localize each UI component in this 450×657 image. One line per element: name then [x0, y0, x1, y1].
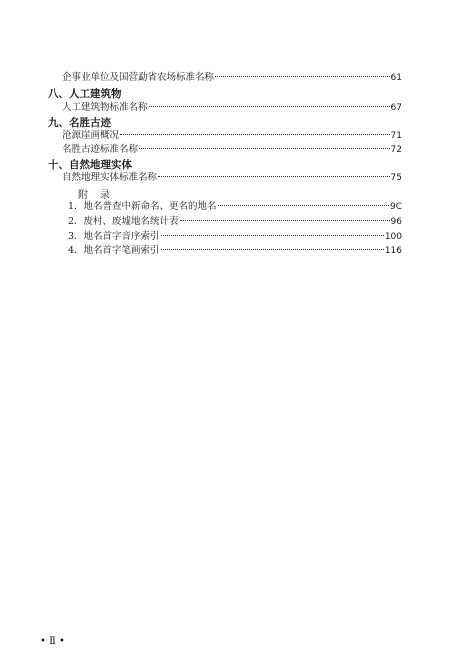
toc-entry-page: 96 — [390, 217, 402, 227]
toc-entry — [62, 102, 402, 114]
leader-dots — [149, 106, 390, 107]
toc-entry-page: 72 — [390, 145, 402, 155]
toc-entry-page: 100 — [384, 232, 402, 242]
toc-entry — [68, 231, 402, 243]
toc-entry — [62, 172, 402, 184]
leader-dots — [215, 76, 390, 77]
leader-dots — [120, 134, 390, 135]
toc-entry — [62, 72, 402, 84]
leader-dots — [161, 249, 384, 250]
toc-entry-label: 企事业单位及国营勐省农场标准名称 — [62, 72, 215, 83]
toc-entry — [68, 201, 402, 213]
toc-entry-label: 沧源崖画概况 — [62, 130, 120, 141]
toc-entry-label: 1．地名普查中新命名、更名的地名 — [68, 201, 217, 212]
toc-entry-label: 名胜古迹标准名称 — [62, 144, 139, 155]
toc-entry-page: 116 — [384, 246, 402, 256]
toc-entry-label: 3．地名首字音序索引 — [68, 231, 160, 242]
leader-dots — [158, 176, 390, 177]
toc-entry-page: 75 — [390, 173, 402, 183]
toc-entry-label: 4．地名首字笔画索引 — [68, 245, 160, 256]
leader-dots — [180, 220, 390, 221]
toc-entry-label: 自然地理实体标准名称 — [62, 172, 158, 183]
toc-entry — [62, 130, 402, 142]
toc-entry — [68, 216, 402, 228]
section-heading: 八、人工建筑物 — [48, 88, 122, 100]
toc-entry-label: 2．废村、废墟地名统计表 — [68, 216, 179, 227]
page-number: • Ⅱ • — [40, 636, 65, 647]
toc-entry-label: 人工建筑物标准名称 — [62, 102, 148, 113]
toc-entry-page: 67 — [390, 103, 402, 113]
toc-entry-page: 71 — [390, 131, 402, 141]
toc-entry-page: 9C — [389, 202, 402, 212]
toc-entry-page: 61 — [390, 73, 402, 83]
leader-dots — [161, 235, 384, 236]
section-heading: 十、自然地理实体 — [48, 159, 132, 171]
section-heading: 九、名胜古迹 — [48, 117, 111, 129]
toc-entry — [68, 245, 402, 257]
leader-dots — [218, 205, 389, 206]
leader-dots — [139, 148, 390, 149]
toc-entry — [62, 144, 402, 156]
appendix-heading: 附录 — [78, 190, 122, 201]
